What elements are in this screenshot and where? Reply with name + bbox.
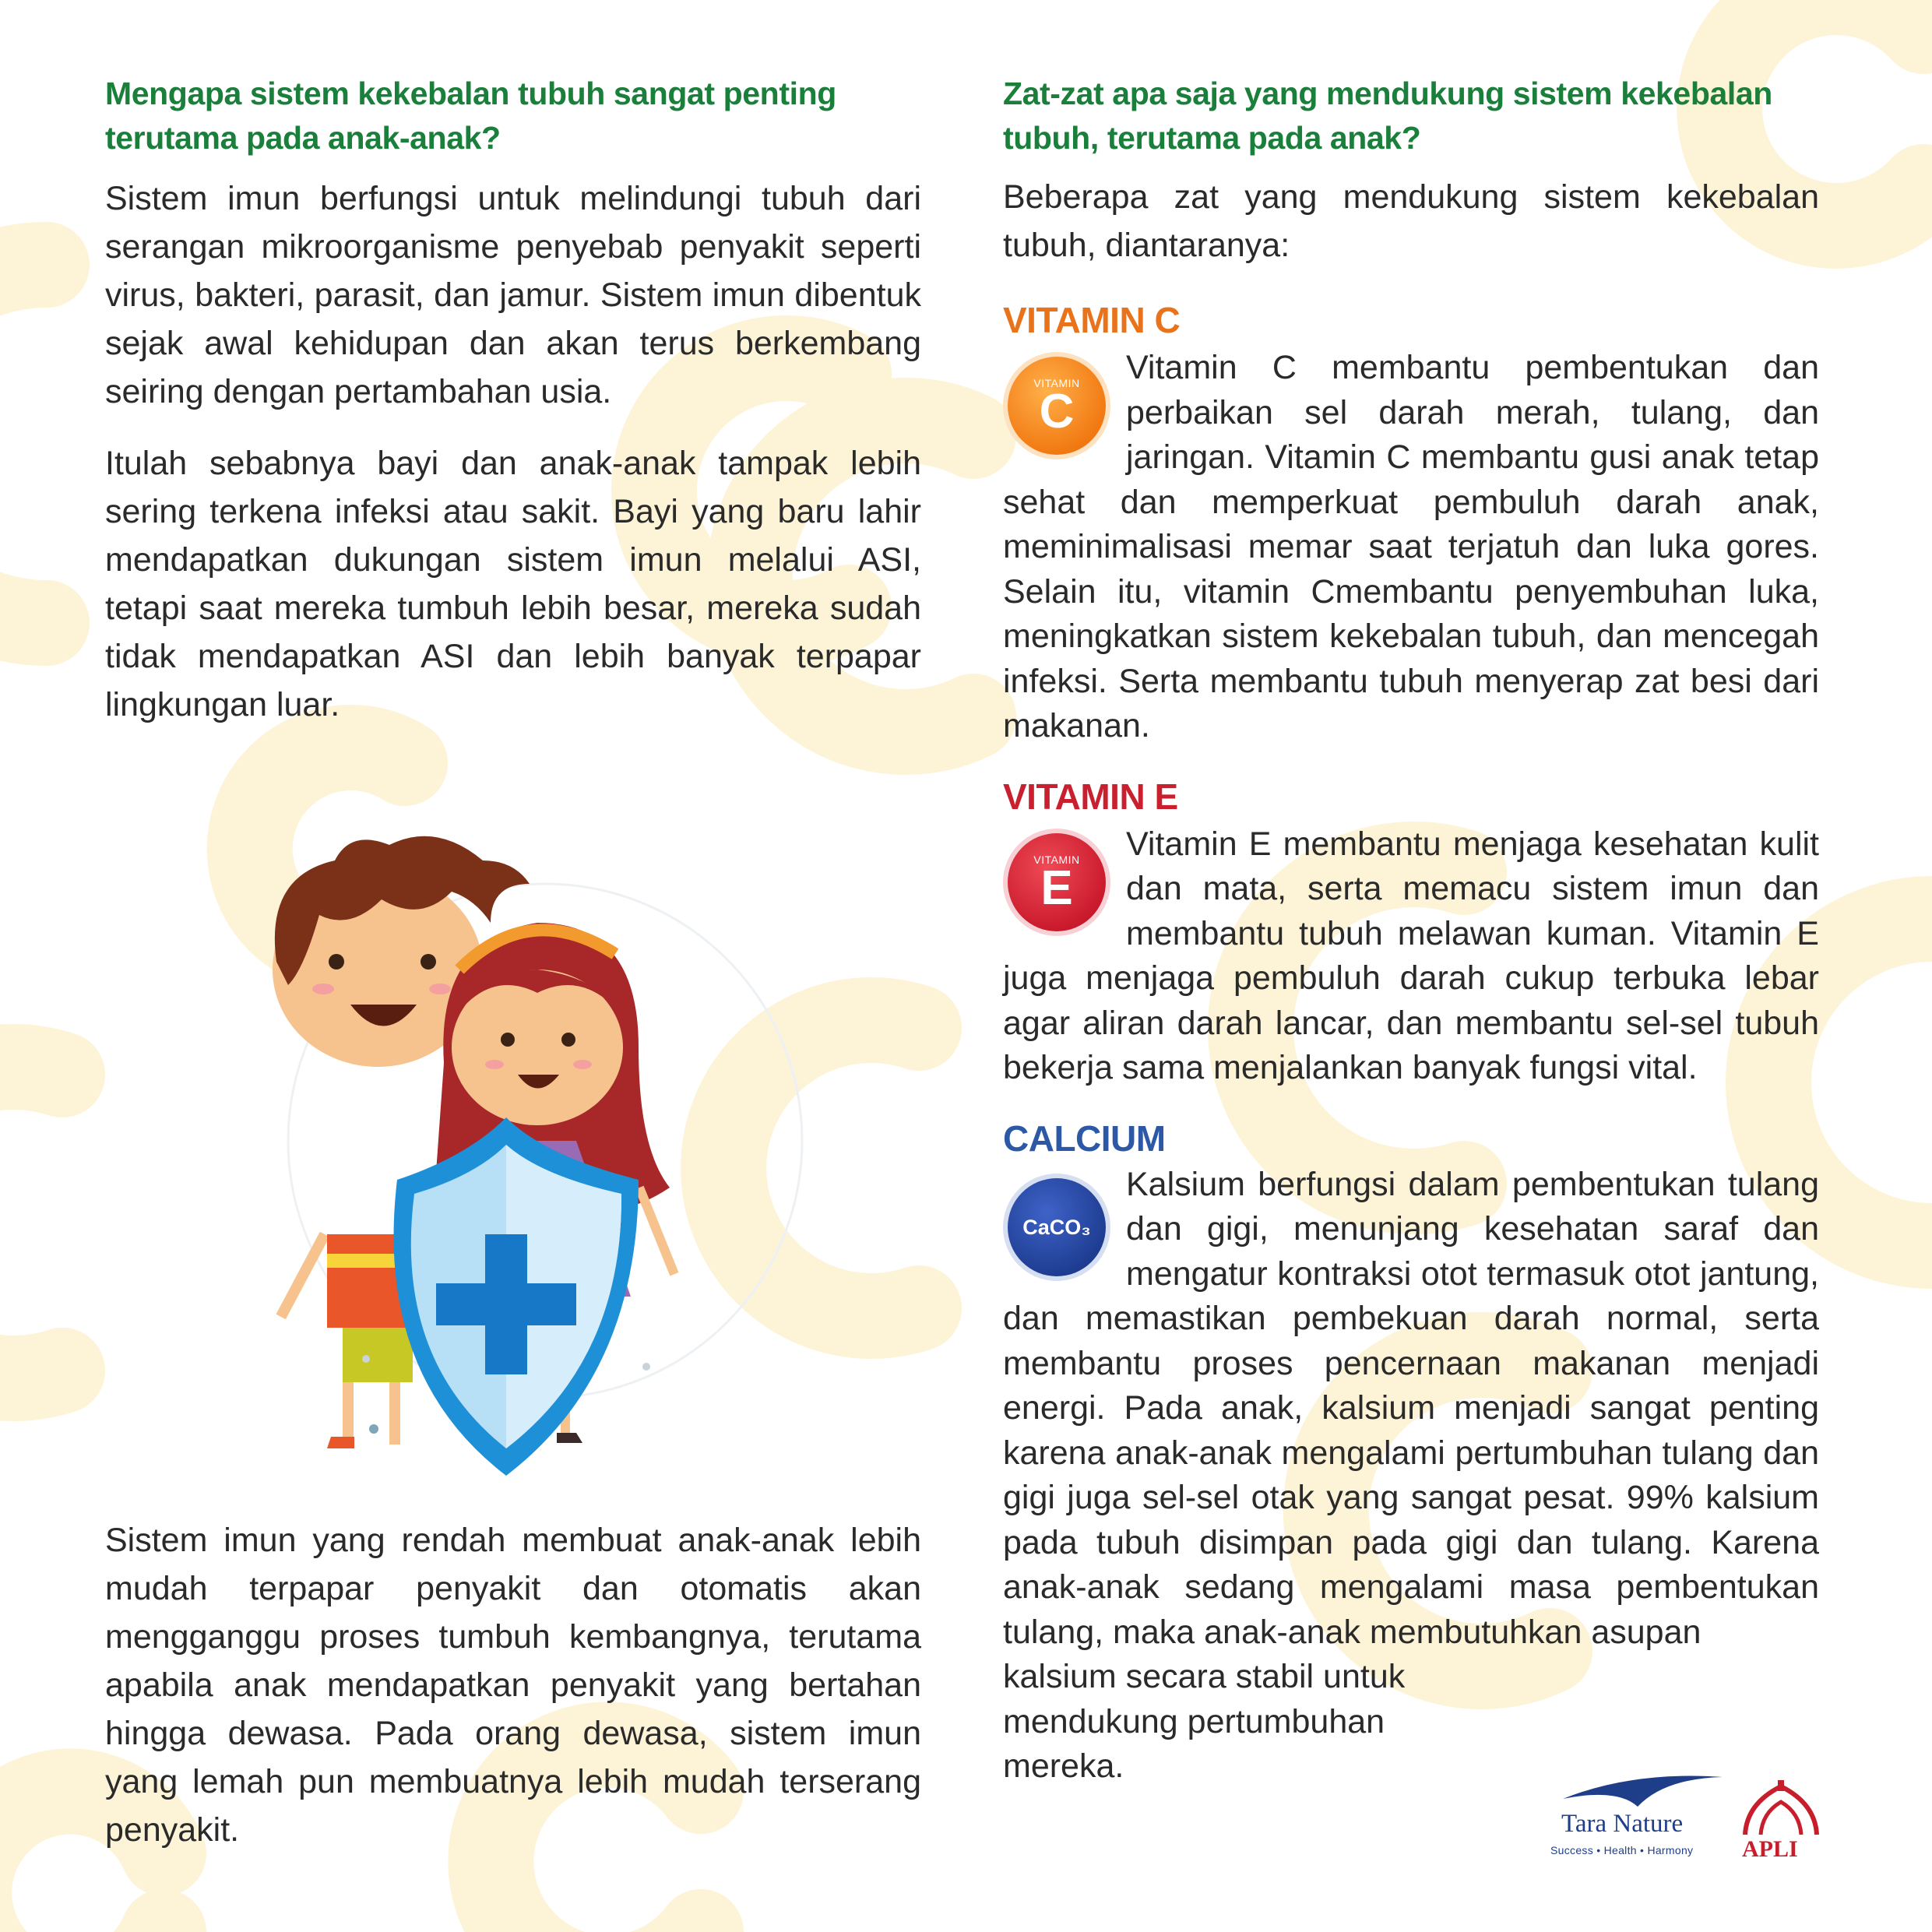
vitamin-c-icon-label: VITAMIN — [1033, 377, 1080, 389]
children-shield-illustration — [234, 814, 825, 1499]
left-bottom-column — [105, 1516, 921, 1854]
vitamin-c-icon-letter: C — [1039, 385, 1075, 438]
tara-nature-bird-icon — [1563, 1775, 1726, 1810]
calcium-carbonate-icon — [1008, 1178, 1106, 1276]
calcium-text: Kalsium berfungsi dalam pembentukan tulang dan gigi, menunjang kesehatan saraf dan mengatur kontraksi otot termasuk otot jantung, dan memastikan pembekuan darah normal, serta membantu proses pencernaan makanan menjadi energi. Pada anak, kalsium menjadi sangat penting karena anak-anak mengalami pertumbuhan tulang dan gigi juga sel-sel otak yang sangat pesat. 99% kalsium pada tubuh disimpan pada gigi dan tulang. Karena anak-anak sedang mengalami masa pembentukan tulang, maka anak-anak membutuhkan asupan — [1003, 1165, 1819, 1651]
vitamin-e-icon — [1008, 833, 1106, 931]
shield-icon — [394, 1117, 639, 1476]
calcium-icon-label: CaCO₃ — [1022, 1215, 1091, 1239]
vitamin-e-heading: VITAMIN E — [1003, 776, 1178, 817]
right-question-heading: Zat-zat apa saja yang mendukung sistem kekebalan tubuh, terutama pada anak? — [1003, 76, 1772, 156]
tara-nature-tagline: Success • Health • Harmony — [1550, 1844, 1694, 1856]
right-column — [1003, 72, 1819, 1789]
vitamin-c-icon — [1008, 357, 1106, 455]
left-question-heading: Mengapa sistem kekebalan tubuh sangat penting terutama pada anak-anak? — [105, 76, 836, 156]
tara-nature-logo-text: Tara Nature — [1561, 1810, 1684, 1838]
right-intro: Beberapa zat yang mendukung sistem kekebalan tubuh, diantaranya: — [1003, 178, 1819, 264]
apli-emblem-icon — [1737, 1780, 1825, 1839]
vitamin-e-text: Vitamin E membantu menjaga kesehatan kulit dan mata, serta memacu sistem imun dan membantu tubuh melawan kuman. Vitamin E juga menjaga pembuluh darah cukup terbuka lebar agar aliran darah lancar, dan membantu sel-sel tubuh bekerja sama menjalankan banyak fungsi vital. — [1003, 825, 1819, 1086]
left-column — [105, 72, 921, 729]
calcium-heading: CALCIUM — [1003, 1117, 1166, 1159]
calcium-text-tail: kalsium secara stabil untuk mendukung pertumbuhan mereka. — [1003, 1658, 1406, 1785]
vitamin-e-section — [1003, 822, 1819, 1091]
left-paragraph-1: Sistem imun berfungsi untuk melindungi tubuh dari serangan mikroorganisme penyebab penyakit seperti virus, bakteri, parasit, dan jamur. Sistem imun dibentuk sejak awal kehidupan dan akan terus berkembang seiring dengan pertambahan usia. — [105, 180, 921, 410]
vitamin-c-section — [1003, 346, 1819, 749]
vitamin-c-heading: VITAMIN C — [1003, 300, 1181, 340]
vitamin-e-icon-letter: E — [1040, 860, 1073, 915]
vitamin-c-text: Vitamin C membantu pembentukan dan perbaikan sel darah merah, tulang, dan jaringan. Vitamin C membantu gusi anak tetap sehat dan memperkuat pembuluh darah anak, meminimalisasi memar saat terjatuh dan luka gores. Selain itu, vitamin Cmembantu penyembuhan luka, meningkatkan sistem kekebalan tubuh, dan mencegah infeksi. Serta membantu tubuh menyerap zat besi dari makanan. — [1003, 349, 1819, 744]
vitamin-e-icon-label: VITAMIN — [1033, 853, 1080, 866]
left-paragraph-3: Sistem imun yang rendah membuat anak-anak lebih mudah terpapar penyakit dan otomatis akan mengganggu proses tumbuh kembangnya, terutama apabila anak mendapatkan penyakit yang bertahan hingga dewasa. Pada orang dewasa, sistem imun yang lemah pun membuatnya lebih mudah terserang penyakit. — [105, 1522, 921, 1849]
calcium-section — [1003, 1163, 1819, 1789]
brand-logos — [1546, 1775, 1826, 1865]
left-paragraph-2: Itulah sebabnya bayi dan anak-anak tampak lebih sering terkena infeksi atau sakit. Bayi yang baru lahir mendapatkan dukungan sistem imun melalui ASI, tetapi saat mereka tumbuh lebih besar, mereka sudah tidak mendapatkan ASI dan lebih banyak terpapar lingkungan luar. — [105, 445, 921, 723]
apli-logo-text: APLI — [1742, 1836, 1798, 1862]
